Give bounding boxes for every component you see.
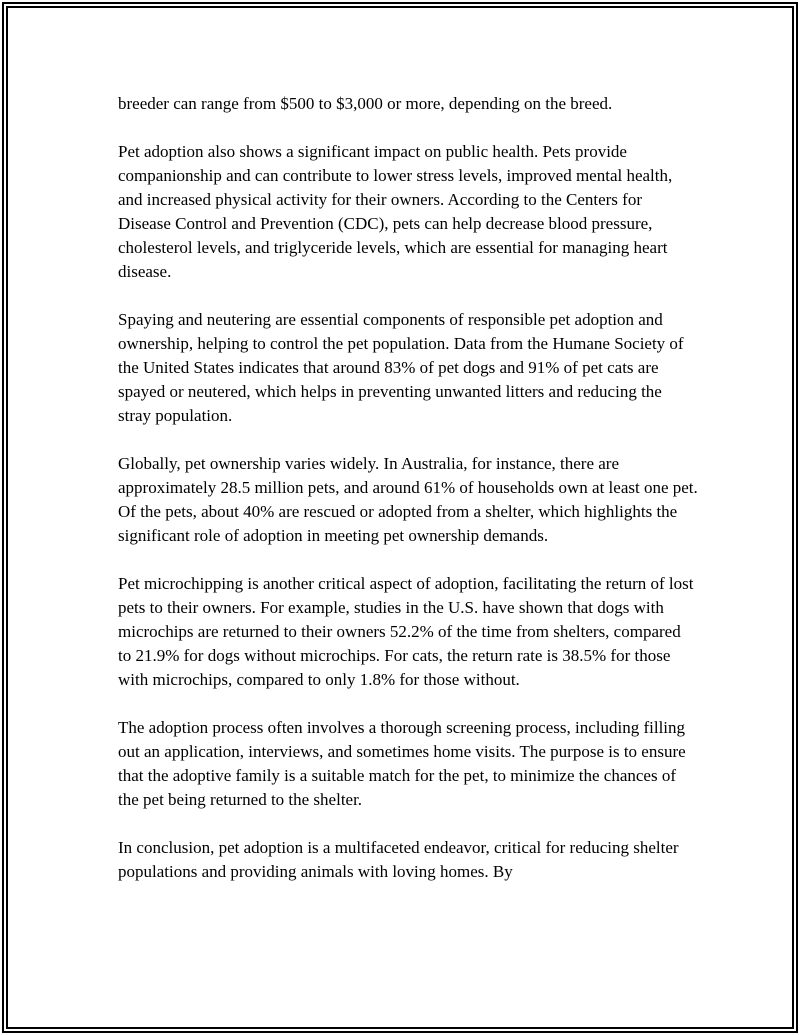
paragraph-microchipping: Pet microchipping is another critical aspect of adoption, facilitating the return of lost pets to their owners. For example, studies in the U.S. have shown that dogs with microchips are returned to their owners 52.2% of the time from shelters, compared to 21.9% for dogs without microchips. For cats, the return rate is 38.5% for those with microchips, compared to only 1.8% for those without. [118, 574, 694, 689]
paragraph-spaying-neutering: Spaying and neutering are essential components of responsible pet adoption and ownership, helping to control the pet population. Data from the Humane Society of the United States indicates that around 83% of pet dogs and 91% of pet cats are spayed or neutered, which helps in preventing unwanted litters and reducing the stray population. [118, 310, 684, 425]
paragraph-breeder-cost: breeder can range from $500 to $3,000 or more, depending on the breed. [118, 94, 613, 113]
paragraph-public-health: Pet adoption also shows a significant impact on public health. Pets provide companionship and can contribute to lower stress levels, improved mental health, and increased physical activity for their owners. According to the Centers for Disease Control and Prevention (CDC), pets can help decrease blood pressure, cholesterol levels, and triglyceride levels, which are essential for managing heart disease. [118, 142, 673, 281]
paragraph-conclusion: In conclusion, pet adoption is a multifaceted endeavor, critical for reducing shelter populations and providing animals with loving homes. By [118, 838, 679, 881]
paragraph-global-ownership: Globally, pet ownership varies widely. In Australia, for instance, there are approximately 28.5 million pets, and around 61% of households own at least one pet. Of the pets, about 40% are rescued or adopted from a shelter, which highlights the significant role of adoption in meeting pet ownership demands. [118, 454, 698, 545]
document-body [118, 92, 698, 908]
paragraph-adoption-process: The adoption process often involves a thorough screening process, including filling out an application, interviews, and sometimes home visits. The purpose is to ensure that the adoptive family is a suitable match for the pet, to minimize the chances of the pet being returned to the shelter. [118, 718, 686, 809]
